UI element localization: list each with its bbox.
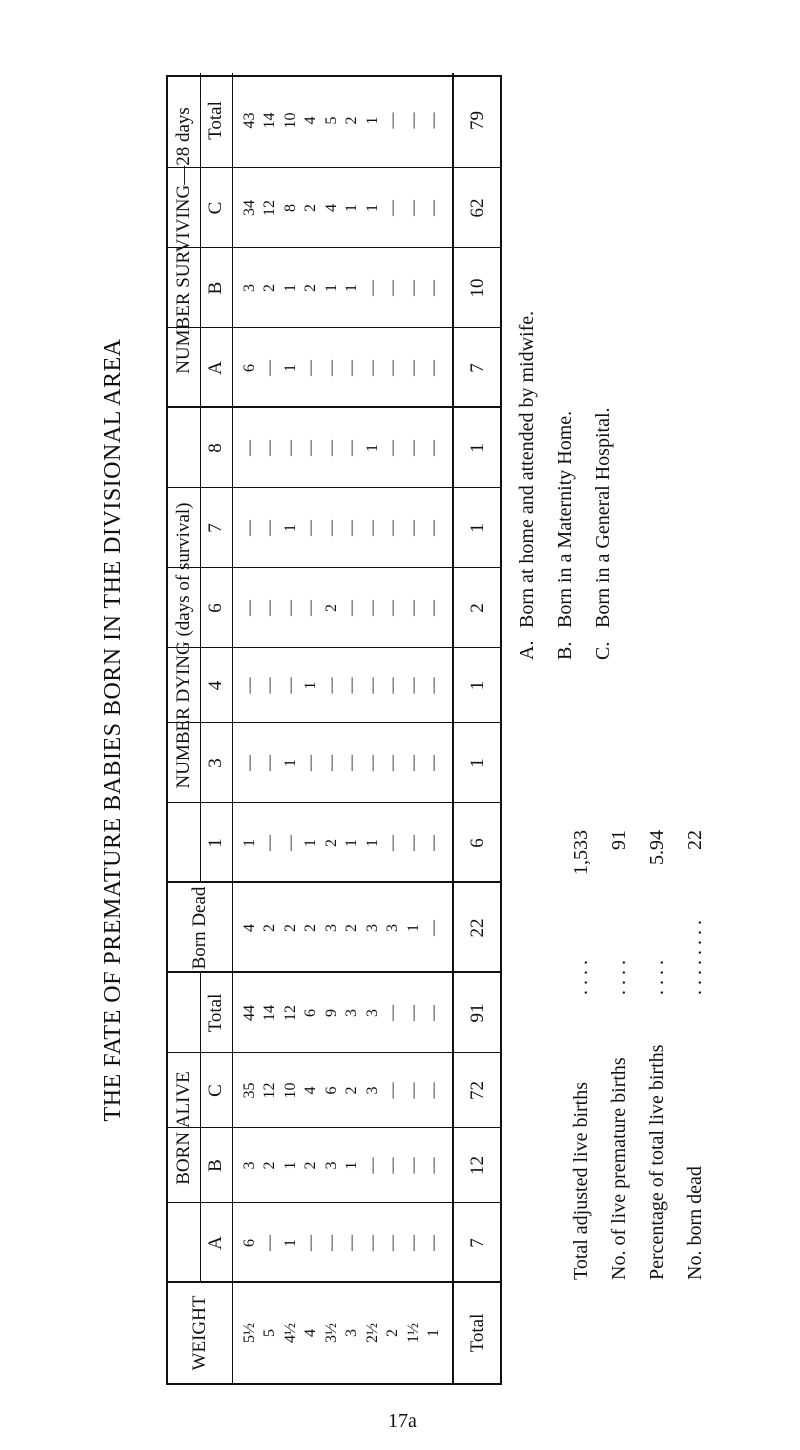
column-dying-6 — [232, 568, 452, 648]
table-cell: 6 — [302, 1009, 320, 1017]
table-cell: — — [404, 1235, 422, 1251]
total-surv-total: 79 — [467, 111, 488, 130]
table-cell: 9 — [322, 1009, 340, 1017]
table-cell: 6 — [322, 1086, 340, 1095]
column-born-alive-total — [232, 973, 452, 1053]
table-cell: — — [343, 1235, 361, 1251]
table-cell: — — [404, 200, 422, 216]
table-cell: 1 — [363, 116, 381, 125]
table-cell: 4½ — [281, 1323, 299, 1343]
table-cell: — — [322, 440, 340, 456]
table-cell: 2 — [322, 604, 340, 612]
table-cell: 3 — [384, 924, 402, 932]
weight-header: WEIGHT — [189, 1295, 211, 1371]
rotated-legend — [510, 0, 800, 1450]
table-cell: — — [343, 440, 361, 456]
subheader-born-alive-a: A — [205, 1236, 227, 1250]
table-cell: — — [261, 755, 279, 771]
table-cell: 6 — [241, 364, 258, 372]
table-cell: — — [424, 600, 442, 616]
table-cell: 4 — [241, 924, 258, 932]
table-cell: 3 — [363, 1086, 381, 1095]
table-cell: — — [343, 360, 361, 376]
total-born-alive-total: 91 — [467, 1003, 488, 1023]
table-cell: 5 — [322, 116, 340, 125]
table-cell: — — [363, 360, 381, 376]
total-surv-b: 10 — [467, 278, 488, 298]
table-cell: — — [404, 600, 422, 616]
table-cell: 34 — [241, 200, 258, 216]
table-cell: 1 — [241, 839, 258, 847]
table-cell: 1 — [281, 524, 299, 532]
table-cell: — — [302, 440, 320, 456]
table-cell: — — [424, 1157, 442, 1174]
table-cell: 1½ — [404, 1323, 422, 1343]
table-cell: — — [424, 835, 442, 851]
table-cell: — — [384, 200, 402, 216]
table-cell: 14 — [261, 112, 279, 129]
total-born-alive-a: 7 — [467, 1238, 488, 1248]
column-surv-a — [232, 328, 452, 408]
table-cell: — — [363, 600, 381, 616]
table-cell: 43 — [241, 112, 258, 129]
table-cell: 3 — [363, 1009, 381, 1017]
table-cell: 1 — [281, 364, 299, 372]
table-cell: 2 — [322, 839, 340, 847]
table-cell: 1 — [404, 924, 422, 932]
column-surv-total — [232, 73, 452, 168]
table-cell: 8 — [281, 204, 299, 212]
table-cell: — — [384, 280, 402, 296]
table-cell: 4 — [302, 1329, 320, 1337]
table-cell: — — [384, 677, 402, 694]
table-cell: 2 — [343, 924, 361, 932]
table-cell: 3 — [343, 1009, 361, 1017]
premature-babies-table — [166, 75, 502, 1385]
table-cell: — — [404, 677, 422, 694]
subheader-surv-c: C — [205, 201, 227, 215]
table-cell: 3 — [241, 284, 258, 292]
table-cell: — — [424, 360, 442, 376]
subheader-dying-1: 1 — [205, 838, 227, 848]
statistic-label: Total adjusted live births — [570, 1081, 592, 1280]
table-cell: — — [302, 600, 320, 616]
column-weight — [232, 1283, 452, 1383]
table-cell: — — [424, 1082, 442, 1099]
total-surv-c: 62 — [467, 198, 488, 218]
key-letter: A. — [516, 640, 538, 660]
table-cell: — — [322, 1235, 340, 1251]
table-cell: — — [384, 520, 402, 536]
key-text: Born in a Maternity Home. — [554, 410, 576, 628]
table-cell: — — [424, 440, 442, 456]
table-cell: 2 — [261, 924, 279, 932]
surviving-header: NUMBER SURVIVING—28 days — [173, 107, 195, 374]
key-letter: C. — [592, 641, 614, 660]
column-born-alive-b — [232, 1128, 452, 1203]
table-cell: 6 — [241, 1239, 258, 1247]
table-cell: 1 — [302, 839, 320, 847]
table-cell: — — [384, 1005, 402, 1021]
page-title: THE FATE OF PREMATURE BABIES BORN IN THE DIVISIONAL AREA — [100, 338, 126, 1122]
table-cell: — — [384, 360, 402, 376]
table-cell: — — [384, 1157, 402, 1174]
subheader-surv-total: Total — [205, 101, 227, 140]
table-cell: — — [404, 360, 422, 376]
table-cell: 1 — [281, 1239, 299, 1247]
subheader-born-alive-total: Total — [205, 993, 227, 1033]
table-cell: — — [384, 835, 402, 851]
table-cell: 35 — [241, 1082, 258, 1099]
table-cell: 2 — [343, 116, 361, 125]
table-cell: — — [363, 280, 381, 296]
table-cell: 10 — [281, 112, 299, 129]
table-cell: — — [322, 677, 340, 694]
table-cell: — — [241, 440, 258, 456]
table-cell: 4 — [322, 204, 340, 212]
table-cell: 10 — [281, 1082, 299, 1099]
table-cell: — — [404, 112, 422, 129]
table-cell: — — [261, 360, 279, 376]
table-cell: 2 — [302, 924, 320, 932]
table-cell: 2 — [281, 924, 299, 932]
table-cell: — — [404, 1082, 422, 1099]
table-cell: — — [322, 520, 340, 536]
table-cell: 3 — [241, 1161, 258, 1170]
subheader-born-alive-c: C — [205, 1084, 227, 1097]
table-cell: 1 — [281, 759, 299, 767]
table-cell: — — [404, 1005, 422, 1021]
table-cell: — — [384, 112, 402, 129]
table-cell: 3 — [322, 1161, 340, 1170]
table-cell: — — [281, 600, 299, 616]
table-cell: — — [302, 755, 320, 771]
table-cell: — — [404, 280, 422, 296]
table-cell: — — [404, 520, 422, 536]
subheader-surv-b: B — [205, 281, 227, 295]
total-born-dead: 22 — [467, 918, 488, 938]
table-cell: — — [384, 755, 402, 771]
table-cell: — — [302, 360, 320, 376]
table-cell: 1 — [281, 1161, 299, 1170]
table-cell: — — [281, 440, 299, 456]
column-born-dead — [232, 883, 452, 973]
legend-area — [510, 0, 800, 1450]
table-cell: — — [424, 112, 442, 129]
table-cell: 1 — [322, 284, 340, 292]
table-cell: 1 — [363, 839, 381, 847]
page-number: 17a — [388, 1410, 417, 1432]
table-cell: 1 — [302, 681, 320, 690]
total-weight: Total — [467, 1313, 488, 1353]
table-cell: — — [261, 520, 279, 536]
table-cell: 1 — [343, 284, 361, 292]
subheader-dying-6: 6 — [205, 603, 227, 613]
table-cell: 3 — [363, 924, 381, 932]
table-cell: 1 — [343, 204, 361, 212]
table-cell: 1 — [343, 1161, 361, 1170]
table-cell: 44 — [241, 1005, 258, 1021]
table-cell: — — [404, 440, 422, 456]
table-cell: — — [424, 200, 442, 216]
statistic-value: 22 — [684, 830, 706, 850]
table-cell: — — [424, 1235, 442, 1251]
table-cell: 2 — [261, 1161, 279, 1170]
column-dying-7 — [232, 488, 452, 568]
table-cell: — — [261, 600, 279, 616]
table-cell: 3½ — [322, 1323, 340, 1343]
column-dying-8 — [232, 408, 452, 488]
table-cell: 2 — [261, 284, 279, 292]
table-cell: — — [404, 1157, 422, 1174]
table-cell: — — [241, 520, 258, 536]
table-cell: — — [343, 677, 361, 694]
total-dying-4: 1 — [467, 680, 488, 691]
statistic-value: 5.94 — [646, 830, 668, 865]
table-cell: 1 — [281, 284, 299, 292]
table-cell: 1 — [363, 444, 381, 452]
subheader-dying-3: 3 — [205, 758, 227, 768]
statistic-value: 91 — [608, 830, 630, 850]
key-text: Born in a General Hospital. — [592, 407, 614, 628]
table-cell: — — [261, 677, 279, 694]
total-dying-1: 6 — [467, 838, 488, 848]
table-cell: 1 — [424, 1329, 442, 1337]
total-surv-a: 7 — [467, 363, 488, 373]
table-cell: 1 — [363, 204, 381, 212]
table-cell: 12 — [261, 1082, 279, 1099]
born-alive-header: BORN ALIVE — [173, 1071, 195, 1185]
total-dying-7: 1 — [467, 523, 488, 533]
table-cell: — — [424, 920, 442, 936]
table-cell: — — [261, 440, 279, 456]
statistic-dots: . . . . — [570, 960, 592, 995]
table-cell: 3 — [343, 1329, 361, 1337]
statistic-label: No. of live premature births — [608, 1057, 630, 1280]
subheader-surv-a: A — [205, 361, 227, 375]
table-cell: — — [302, 1235, 320, 1251]
column-born-alive-c — [232, 1053, 452, 1128]
column-dying-1 — [232, 803, 452, 883]
statistic-label: No. born dead — [684, 1166, 706, 1280]
subheader-born-alive-b: B — [205, 1159, 227, 1172]
table-cell: — — [384, 1235, 402, 1251]
statistic-label: Percentage of total live births — [646, 1044, 668, 1280]
statistic-dots: . . . . — [646, 960, 668, 995]
table-cell: — — [363, 1235, 381, 1251]
table-cell: — — [384, 600, 402, 616]
table-cell: — — [261, 835, 279, 851]
table-cell: — — [343, 755, 361, 771]
table-cell: 2 — [302, 1161, 320, 1170]
table-cell: 2 — [384, 1329, 402, 1337]
table-cell: — — [261, 1235, 279, 1251]
column-born-alive-a — [232, 1203, 452, 1283]
key-text: Born at home and attended by midwife. — [516, 310, 538, 628]
table-cell: 4 — [302, 116, 320, 125]
column-dying-3 — [232, 723, 452, 803]
table-cell: — — [424, 520, 442, 536]
subheader-dying-8: 8 — [205, 443, 227, 453]
table-cell: — — [363, 677, 381, 694]
table-cell: 1 — [343, 839, 361, 847]
statistic-value: 1,533 — [570, 830, 592, 875]
table-cell: — — [363, 755, 381, 771]
table-cell: — — [384, 440, 402, 456]
table-cell: — — [404, 755, 422, 771]
table-cell: — — [302, 520, 320, 536]
total-dying-6: 2 — [467, 603, 488, 613]
subheader-dying-7: 7 — [205, 523, 227, 533]
key-letter: B. — [554, 641, 576, 660]
table-cell: — — [363, 1157, 381, 1174]
total-dying-3: 1 — [467, 758, 488, 768]
table-cell: — — [424, 677, 442, 694]
total-born-alive-b: 12 — [467, 1156, 488, 1175]
table-cell: — — [424, 280, 442, 296]
table-cell: 2½ — [363, 1323, 381, 1343]
table-cell: — — [363, 520, 381, 536]
column-surv-b — [232, 248, 452, 328]
table-cell: 5½ — [241, 1323, 258, 1343]
table-cell: — — [343, 520, 361, 536]
total-dying-8: 1 — [467, 443, 488, 453]
table-cell: 14 — [261, 1005, 279, 1021]
table-cell: — — [281, 677, 299, 694]
column-surv-c — [232, 168, 452, 248]
table-cell: — — [343, 600, 361, 616]
dying-header: NUMBER DYING (days of survival) — [173, 502, 195, 789]
table-cell: 2 — [343, 1086, 361, 1095]
table-cell: 12 — [281, 1005, 299, 1021]
table-cell: — — [404, 835, 422, 851]
table-cell: — — [241, 600, 258, 616]
table-cell: — — [322, 360, 340, 376]
table-cell: — — [424, 755, 442, 771]
table-cell: 2 — [302, 204, 320, 212]
table-cell: 5 — [261, 1329, 279, 1337]
statistic-dots: . . . . . . . . — [684, 920, 706, 995]
table-cell: 3 — [322, 924, 340, 932]
table-cell: — — [322, 755, 340, 771]
table-cell: — — [241, 755, 258, 771]
table-cell: — — [424, 1005, 442, 1021]
table-cell: — — [281, 835, 299, 851]
statistic-dots: . . . . — [608, 960, 630, 995]
table-cell: 4 — [302, 1086, 320, 1095]
table-cell: — — [384, 1082, 402, 1099]
total-born-alive-c: 72 — [467, 1081, 488, 1100]
table-cell: 2 — [302, 284, 320, 292]
table-cell: — — [241, 677, 258, 694]
column-dying-4 — [232, 648, 452, 723]
row-rule — [452, 73, 454, 1383]
table-cell: 12 — [261, 200, 279, 216]
born-dead-header: Born Dead — [189, 886, 211, 970]
subheader-dying-4: 4 — [205, 680, 227, 691]
